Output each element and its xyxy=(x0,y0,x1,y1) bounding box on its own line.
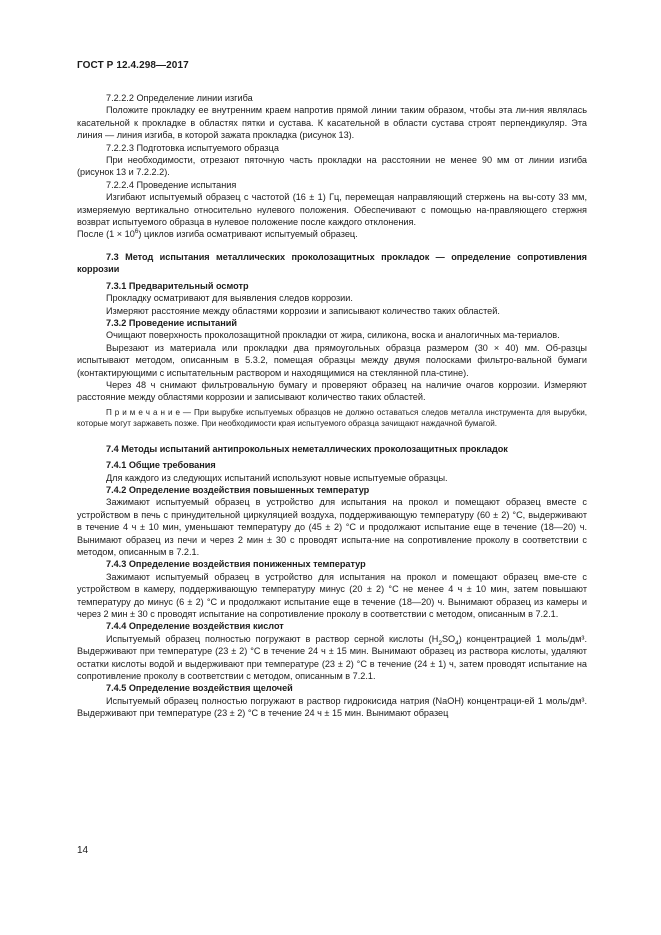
page-number: 14 xyxy=(77,845,89,856)
clause-7-3-1-title: 7.3.1 Предварительный осмотр xyxy=(106,280,249,291)
clause-7-4-3-text: Зажимают испытуемый образец в устройство для испытания на прокол и помещают образец вме-сте с устройством в камеру, поддерживающую температуру минус (20 ± 2) °С не менее 4 ч ± 10 мин, затем повышают температуру до минус (6 ± 2) °С и продолжают испытание еще в течение (18—20) ч. Вынимают образец из камеры и через 2 мин ± 30 с проводят испытание на сопротивление проколу в соответствии с методом, описанным в 7.2.1. xyxy=(77,571,587,620)
clause-7-4-5-text: Испытуемый образец полностью погружают в раствор гидрокисида натрия (NaOH) концентраци-ей 1 моль/дм³. Выдерживают при температуре (23 ± 2) °С в течение 24 ч ± 15 мин. Вынимают образец xyxy=(77,695,587,719)
note-label: П р и м е ч а н и е xyxy=(106,407,180,417)
clause-7-2-2-4-text: Изгибают испытуемый образец с частотой (16 ± 1) Гц, перемещая направляющий стержень на вы-соту 33 мм, измеряемую вертикально относительно нулевого положения. Обеспечивают с помощью на-правляющего стержня возврат испытуемого образца в нулевое положение после каждого отклонения. xyxy=(77,192,587,228)
clause-7-3-1-text-2: Измеряют расстояние между областями коррозии и записывают количество таких областей. xyxy=(106,305,500,316)
clause-7-4-3-title: 7.4.3 Определение воздействия пониженных температур xyxy=(106,559,366,570)
clause-7-4-4-text: Испытуемый образец полностью погружают в раствор серной кислоты $(H_2SO_4)$ концентрацией 1 моль/дм³. Выдерживают при температуре (23 ± 2) °С в течение 24 ч ± 15 мин. Вынимают образец из раствора кислоты, удаляют остатки кислоты водой и выдерживают при температуре (23 ± 2) °С в течение (24 ± 1) ч, затем проводят испытание на сопротивление проколу в соответствии с методом, описанным в 7.2.1. xyxy=(77,633,587,682)
clause-7-4-1-title: 7.4.1 Общие требования xyxy=(106,460,216,471)
clause-7-2-2-3-title: 7.2.2.3 Подготовка испытуемого образца xyxy=(106,142,279,153)
clause-7-3-2-title: 7.3.2 Проведение испытаний xyxy=(106,317,237,328)
clause-7-3-2-text-2: Вырезают из материала или прокладки два прямоугольных образца размером (30 × 40) мм. Об-разцы испытывают методом, описанным в 5.3.2, помещая образцы между двумя полосками фильтро-вальной бумаги (контактирующими с испытательным раствором и находящимися на стеклянной пла-стине). xyxy=(77,342,587,378)
clause-7-4-1-text: Для каждого из следующих испытаний используют новые испытуемые образцы. xyxy=(106,472,448,483)
section-7-4-title: 7.4 Методы испытаний антипрокольных неметаллических проколозащитных прокладок xyxy=(106,443,508,454)
clause-7-2-2-3-text: При необходимости, отрезают пяточную часть прокладки на расстоянии не менее 90 мм от линии изгиба (рисунок 13 и 7.2.2.2). xyxy=(77,155,587,178)
note-text: — При вырубке испытуемых образцов не должно оставаться следов металла инструмента для вырубки, которые могут заржаветь позже. При необходимости края испытуемого образца зачищают наждачной бумагой. xyxy=(77,407,587,428)
clause-7-4-2-text: Зажимают испытуемый образец в устройство для испытания на прокол и помещают образец вместе с устройством в печь с принудительной циркуляцией воздуха, поддерживающую температуру (60 ± 2) °С, выдерживают в течение 4 ч ± 10 мин, уменьшают температуру до (45 ± 2) °С и продолжают испытание еще в течение (18—20) ч. Вынимают образец из печи и через 2 мин ± 30 с проводят испыта-ние на сопротивление проколу в соответствии с методом, описанным в 7.2.1. xyxy=(77,497,587,557)
clause-7-2-2-4-title: 7.2.2.4 Проведение испытания xyxy=(106,179,237,190)
clause-7-4-2-title: 7.4.2 Определение воздействия повышенных температур xyxy=(106,484,370,495)
note xyxy=(77,407,587,429)
clause-7-4-4-title: 7.4.4 Определение воздействия кислот xyxy=(106,621,284,632)
clause-7-2-2-2-text: Положите прокладку ее внутренним краем напротив прямой линии таким образом, чтобы эта ли-ния являлась касательной к прокладке в областях пятки и сустава. К касательной в области сустава строят перпендикуляр. Эта линия — линия изгиба, в которой зажата прокладка (рисунок 13). xyxy=(77,105,587,141)
clause-7-4-5-title: 7.4.5 Определение воздействия щелочей xyxy=(106,683,293,694)
clause-7-3-1-text: Прокладку осматривают для выявления следов коррозии. xyxy=(106,293,353,304)
clause-7-2-2-2-title: 7.2.2.2 Определение линии изгиба xyxy=(106,93,253,103)
document-header: ГОСТ Р 12.4.298—2017 xyxy=(77,60,189,71)
clause-7-3-2-text-3: Через 48 ч снимают фильтровальную бумагу и проверяют образец на наличие очагов коррозии. Измеряют расстояние между областями коррозии и записывают количество таких областей. xyxy=(77,379,587,403)
clause-7-2-2-4-text-2: После $(1 \times 10^6)$ циклов изгиба осматривают испытуемый образец. xyxy=(77,228,358,240)
section-7-3-title: 7.3 Метод испытания металлических проколозащитных прокладок — определение сопротивления коррозии xyxy=(77,251,587,275)
document-body xyxy=(77,92,587,720)
clause-7-3-2-text: Очищают поверхность проколозащитной прокладки от жира, силикона, воска и аналогичных ма-териалов. xyxy=(106,330,560,341)
